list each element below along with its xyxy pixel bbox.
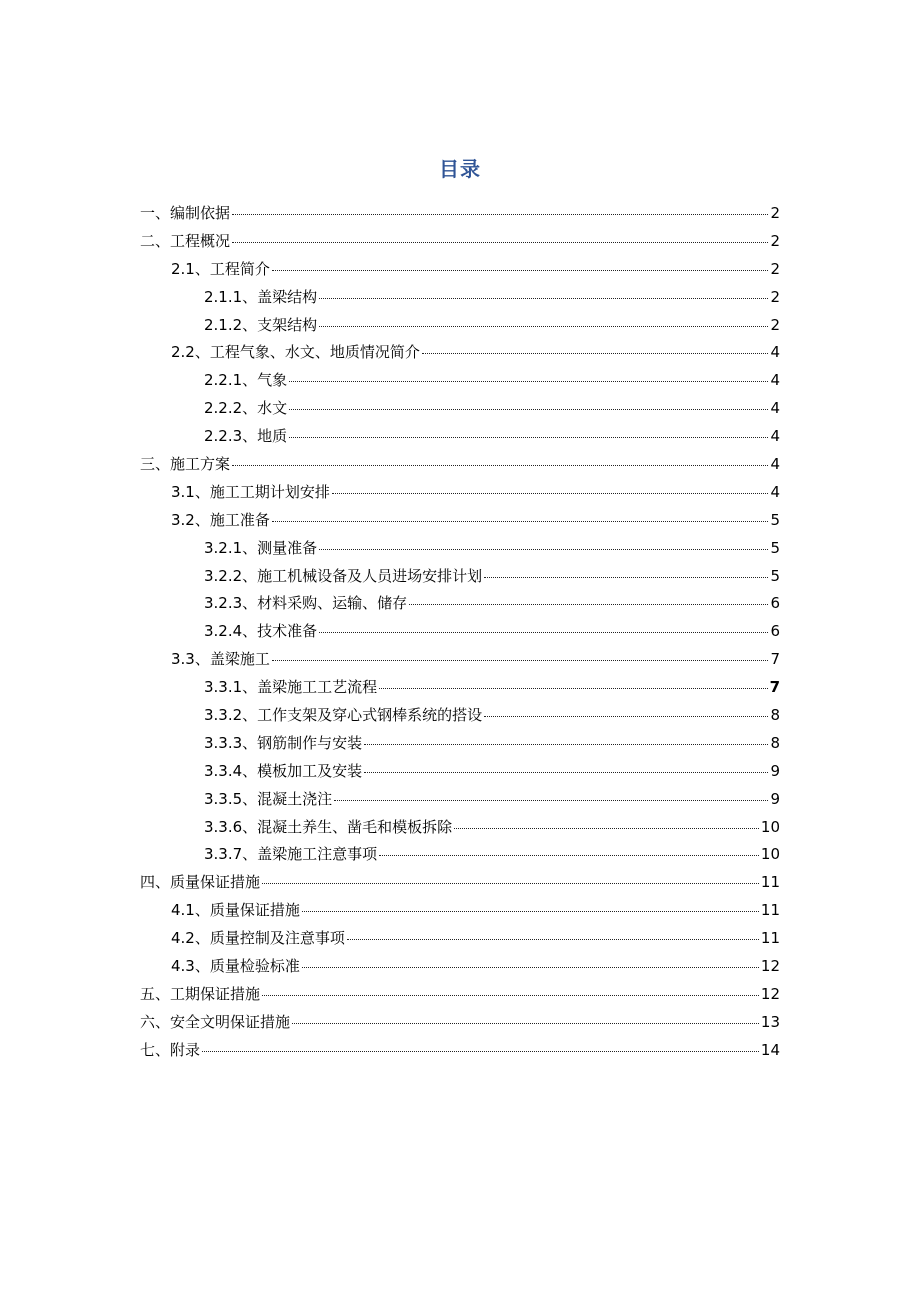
toc-entry-text: 2.2、工程气象、水文、地质情况简介 bbox=[171, 343, 420, 362]
toc-entry[interactable] bbox=[140, 646, 780, 674]
toc-entry-page-number: 7 bbox=[769, 678, 780, 697]
toc-entry[interactable] bbox=[140, 367, 780, 395]
toc-leader-dots bbox=[289, 380, 768, 382]
toc-entry[interactable] bbox=[140, 1009, 780, 1037]
toc-leader-dots bbox=[272, 520, 769, 522]
toc-leader-dots bbox=[332, 492, 769, 494]
toc-entry-text: 2.1、工程简介 bbox=[171, 259, 270, 278]
toc-leader-dots bbox=[379, 687, 767, 689]
toc-entry-text: 4.1、质量保证措施 bbox=[171, 901, 300, 920]
toc-entry-text: 3.2.1、测量准备 bbox=[204, 538, 318, 557]
toc-entry[interactable] bbox=[140, 897, 780, 925]
toc-entry-text: 六、安全文明保证措施 bbox=[140, 1012, 291, 1031]
toc-entry-text: 3.3.4、模板加工及安装 bbox=[204, 761, 363, 780]
toc-entry-text: 3.2.3、材料采购、运输、储存 bbox=[204, 594, 408, 613]
toc-entry-page-number: 11 bbox=[760, 873, 780, 892]
toc-entry-text: 3.2.4、技术准备 bbox=[204, 622, 318, 641]
toc-leader-dots bbox=[232, 241, 768, 243]
toc-entry-text: 2.2.1、气象 bbox=[204, 371, 288, 390]
toc-leader-dots bbox=[409, 603, 768, 605]
toc-entry-page-number: 5 bbox=[770, 566, 780, 585]
toc-entry[interactable] bbox=[140, 786, 780, 814]
toc-leader-dots bbox=[484, 576, 768, 578]
toc-leader-dots bbox=[232, 464, 768, 466]
toc-leader-dots bbox=[262, 994, 759, 996]
toc-entry[interactable] bbox=[140, 284, 780, 312]
toc-entry-page-number: 9 bbox=[770, 789, 780, 808]
toc-leader-dots bbox=[454, 827, 759, 829]
toc-entry-page-number: 11 bbox=[760, 901, 780, 920]
toc-entry-text: 4.2、质量控制及注意事项 bbox=[171, 929, 345, 948]
toc-entry-text: 3.3.5、混凝土浇注 bbox=[204, 789, 333, 808]
toc-entry[interactable] bbox=[140, 339, 780, 367]
toc-entry[interactable] bbox=[140, 200, 780, 228]
toc-entry[interactable] bbox=[140, 758, 780, 786]
toc-leader-dots bbox=[379, 854, 759, 856]
toc-entry-page-number: 4 bbox=[770, 343, 780, 362]
toc-leader-dots bbox=[364, 743, 768, 745]
toc-entry-text: 4.3、质量检验标准 bbox=[171, 957, 300, 976]
toc-entry-page-number: 8 bbox=[770, 733, 780, 752]
toc-entry-text: 五、工期保证措施 bbox=[140, 984, 261, 1003]
toc-entry-page-number: 13 bbox=[760, 1012, 780, 1031]
toc-entry-text: 七、附录 bbox=[140, 1040, 201, 1059]
toc-title: 目录 bbox=[439, 157, 481, 181]
toc-entry-text: 2.2.3、地质 bbox=[204, 427, 288, 446]
toc-entry[interactable] bbox=[140, 981, 780, 1009]
toc-entry-page-number: 10 bbox=[760, 845, 780, 864]
toc-entry[interactable] bbox=[140, 507, 780, 535]
toc-entry-text: 2.1.2、支架结构 bbox=[204, 315, 318, 334]
toc-entry-page-number: 4 bbox=[770, 399, 780, 418]
toc-entry-text: 3.2、施工准备 bbox=[171, 510, 270, 529]
toc-leader-dots bbox=[347, 938, 759, 940]
toc-entry[interactable] bbox=[140, 925, 780, 953]
toc-leader-dots bbox=[422, 352, 769, 354]
toc-entry-page-number: 2 bbox=[770, 287, 780, 306]
toc-entry-page-number: 11 bbox=[760, 929, 780, 948]
toc-entry-text: 3.3、盖梁施工 bbox=[171, 650, 270, 669]
toc-leader-dots bbox=[289, 408, 768, 410]
toc-entry-page-number: 6 bbox=[770, 622, 780, 641]
toc-entry-text: 一、编制依据 bbox=[140, 204, 231, 222]
toc-entry[interactable] bbox=[140, 451, 780, 479]
toc-entry-text: 2.1.1、盖梁结构 bbox=[204, 287, 318, 306]
toc-entry-text: 3.2.2、施工机械设备及人员进场安排计划 bbox=[204, 566, 483, 585]
toc-entry[interactable] bbox=[140, 618, 780, 646]
toc-entry[interactable] bbox=[140, 869, 780, 897]
toc-leader-dots bbox=[484, 715, 768, 717]
toc-entry[interactable] bbox=[140, 702, 780, 730]
toc-entry[interactable] bbox=[140, 479, 780, 507]
toc-entry[interactable] bbox=[140, 256, 780, 284]
toc-entry[interactable] bbox=[140, 563, 780, 591]
toc-leader-dots bbox=[292, 1022, 759, 1024]
toc-entry[interactable] bbox=[140, 312, 780, 340]
toc-entry-page-number: 14 bbox=[760, 1040, 780, 1059]
toc-entry-text: 二、工程概况 bbox=[140, 231, 231, 250]
toc-entry-page-number: 4 bbox=[770, 482, 780, 501]
toc-entry-page-number: 8 bbox=[770, 706, 780, 725]
toc-leader-dots bbox=[232, 213, 768, 215]
toc-entry-text: 3.3.7、盖梁施工注意事项 bbox=[204, 845, 378, 864]
toc-entry[interactable] bbox=[140, 423, 780, 451]
toc-entry-page-number: 12 bbox=[760, 984, 780, 1003]
toc-entry[interactable] bbox=[140, 590, 780, 618]
toc-entry-page-number: 12 bbox=[760, 957, 780, 976]
toc-entry[interactable] bbox=[140, 535, 780, 563]
toc-entry-page-number: 4 bbox=[770, 427, 780, 446]
toc-leader-dots bbox=[262, 882, 759, 884]
toc-entry[interactable] bbox=[140, 730, 780, 758]
toc-entry-page-number: 2 bbox=[770, 259, 780, 278]
toc-list bbox=[140, 200, 780, 1065]
toc-entry-text: 3.1、施工工期计划安排 bbox=[171, 482, 330, 501]
toc-leader-dots bbox=[289, 436, 768, 438]
toc-entry-page-number: 9 bbox=[770, 761, 780, 780]
toc-entry-page-number: 5 bbox=[770, 510, 780, 529]
toc-entry[interactable] bbox=[140, 814, 780, 842]
toc-entry-text: 3.3.1、盖梁施工工艺流程 bbox=[204, 678, 378, 697]
toc-entry-page-number: 6 bbox=[770, 594, 780, 613]
toc-leader-dots bbox=[319, 297, 768, 299]
toc-leader-dots bbox=[302, 910, 759, 912]
toc-entry-text: 3.3.6、混凝土养生、凿毛和模板拆除 bbox=[204, 817, 453, 836]
toc-entry-page-number: 4 bbox=[770, 371, 780, 390]
toc-leader-dots bbox=[319, 325, 768, 327]
toc-leader-dots bbox=[272, 269, 769, 271]
toc-leader-dots bbox=[364, 771, 768, 773]
toc-entry-text: 3.3.2、工作支架及穿心式钢棒系统的搭设 bbox=[204, 706, 483, 725]
toc-entry-page-number: 7 bbox=[770, 650, 780, 669]
toc-entry-page-number: 2 bbox=[770, 204, 780, 222]
toc-entry[interactable] bbox=[140, 395, 780, 423]
toc-entry-text: 3.3.3、钢筋制作与安装 bbox=[204, 733, 363, 752]
toc-entry[interactable] bbox=[140, 228, 780, 256]
toc-leader-dots bbox=[319, 631, 768, 633]
toc-entry-page-number: 10 bbox=[760, 817, 780, 836]
toc-entry-page-number: 2 bbox=[770, 315, 780, 334]
toc-leader-dots bbox=[334, 799, 768, 801]
toc-entry[interactable] bbox=[140, 841, 780, 869]
toc-leader-dots bbox=[319, 548, 768, 550]
toc-entry[interactable] bbox=[140, 953, 780, 981]
toc-entry-text: 四、质量保证措施 bbox=[140, 873, 261, 892]
toc-leader-dots bbox=[272, 659, 769, 661]
toc-entry[interactable] bbox=[140, 674, 780, 702]
toc-entry-page-number: 4 bbox=[770, 455, 780, 474]
toc-entry-page-number: 2 bbox=[770, 231, 780, 250]
toc-entry-page-number: 5 bbox=[770, 538, 780, 557]
toc-leader-dots bbox=[202, 1050, 759, 1052]
toc-entry[interactable] bbox=[140, 1037, 780, 1065]
toc-entry-text: 三、施工方案 bbox=[140, 455, 231, 474]
toc-leader-dots bbox=[302, 966, 759, 968]
toc-entry-text: 2.2.2、水文 bbox=[204, 399, 288, 418]
